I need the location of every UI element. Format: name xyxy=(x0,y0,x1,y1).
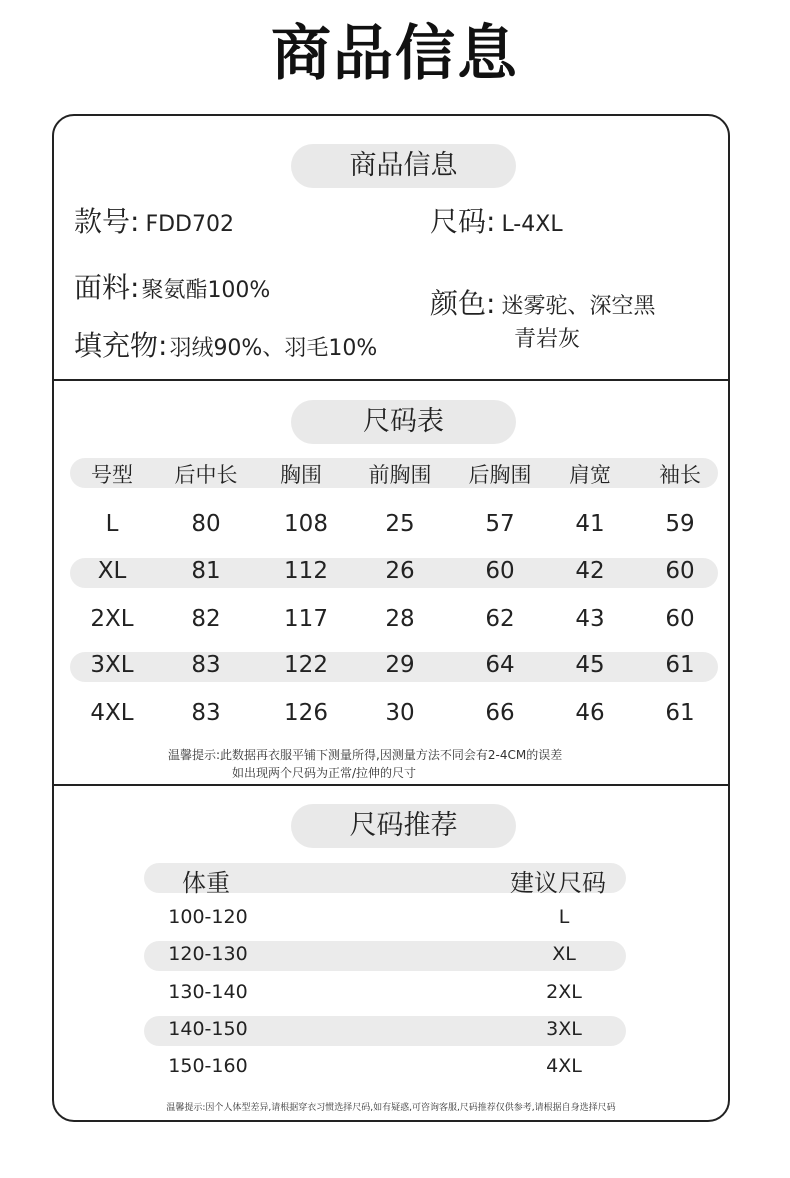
size-chart-header: 号型 xyxy=(91,463,133,487)
recommend-size-cell: XL xyxy=(552,943,576,965)
filling-label: 填充物: xyxy=(74,329,168,362)
size-chart-cell: 42 xyxy=(575,558,605,584)
size-chart-cell: 80 xyxy=(191,511,221,537)
size-chart-cell: 25 xyxy=(385,511,415,537)
size-chart-cell: 46 xyxy=(575,700,605,726)
size-chart-heading: 尺码表 xyxy=(291,400,516,444)
color-value-line2: 青岩灰 xyxy=(514,327,581,352)
size-chart-cell: L xyxy=(105,511,119,537)
recommend-size-cell: 2XL xyxy=(546,981,582,1003)
recommend-size-cell: 3XL xyxy=(546,1018,582,1040)
size-chart-cell: 57 xyxy=(485,511,515,537)
size-chart-cell: 29 xyxy=(385,652,415,678)
filling-row xyxy=(74,324,377,364)
recommend-header-size: 建议尺码 xyxy=(510,869,606,897)
style-number-row xyxy=(74,200,234,240)
size-chart-header: 肩宽 xyxy=(569,463,611,487)
size-chart-cell: 82 xyxy=(191,606,221,632)
color-label: 颜色: xyxy=(430,287,496,320)
size-chart-cell: 60 xyxy=(665,558,695,584)
size-chart-cell: 41 xyxy=(575,511,605,537)
size-chart-header: 袖长 xyxy=(659,463,701,487)
size-chart-cell: 83 xyxy=(191,700,221,726)
size-chart-cell: 28 xyxy=(385,606,415,632)
size-chart-cell: 81 xyxy=(191,558,221,584)
size-chart-cell: 45 xyxy=(575,652,605,678)
recommend-weight-cell: 100-120 xyxy=(168,906,248,928)
size-chart-header: 前胸围 xyxy=(368,463,432,487)
size-chart-cell: 66 xyxy=(485,700,515,726)
size-chart-cell: 60 xyxy=(665,606,695,632)
size-chart-cell: 126 xyxy=(284,700,328,726)
size-chart-header: 胸围 xyxy=(280,463,322,487)
size-chart-cell: 83 xyxy=(191,652,221,678)
product-info-card xyxy=(52,114,730,1122)
page-title: 商品信息 xyxy=(271,19,519,89)
color-value-line1: 迷雾驼、深空黑 xyxy=(501,294,656,319)
size-chart-cell: 2XL xyxy=(90,606,134,632)
size-chart-cell: 30 xyxy=(385,700,415,726)
size-range-row xyxy=(430,200,563,240)
section-divider xyxy=(54,379,728,381)
size-chart-cell: 60 xyxy=(485,558,515,584)
size-chart-cell: 112 xyxy=(284,558,328,584)
recommend-size-cell: 4XL xyxy=(546,1055,582,1077)
recommend-weight-cell: 130-140 xyxy=(168,981,248,1003)
size-chart-cell: 26 xyxy=(385,558,415,584)
size-chart-cell: 4XL xyxy=(90,700,134,726)
recommend-size-cell: L xyxy=(558,906,570,928)
size-chart-cell: 43 xyxy=(575,606,605,632)
size-chart-cell: 61 xyxy=(665,652,695,678)
recommend-header-weight: 体重 xyxy=(182,869,230,897)
style-number-value: FDD702 xyxy=(145,212,234,237)
size-chart-cell: 62 xyxy=(485,606,515,632)
recommend-weight-cell: 150-160 xyxy=(168,1055,248,1077)
size-chart-cell: 59 xyxy=(665,511,695,537)
size-chart-cell: 117 xyxy=(284,606,328,632)
size-chart-cell: XL xyxy=(97,558,127,584)
section-divider xyxy=(54,784,728,786)
fabric-value: 聚氨酯100% xyxy=(141,278,271,303)
filling-value: 羽绒90%、羽毛10% xyxy=(169,336,378,361)
size-chart-cell: 3XL xyxy=(90,652,134,678)
size-chart-cell: 61 xyxy=(665,700,695,726)
size-range-label: 尺码: xyxy=(430,205,496,238)
style-number-label: 款号: xyxy=(74,205,140,238)
size-chart-header: 后中长 xyxy=(174,463,238,487)
size-chart-cell: 122 xyxy=(284,652,328,678)
recommend-weight-cell: 120-130 xyxy=(168,943,248,965)
fabric-label: 面料: xyxy=(74,271,140,304)
recommend-heading: 尺码推荐 xyxy=(291,804,516,848)
size-chart-note-line2: 如出现两个尺码为正常/拉伸的尺寸 xyxy=(232,766,417,780)
recommend-footnote: 温馨提示:因个人体型差异,请根据穿衣习惯选择尺码,如有疑惑,可咨询客服,尺码推荐仅供参考,请根据自身选择尺码 xyxy=(166,1103,616,1113)
fabric-row xyxy=(74,266,270,306)
size-chart-note-line1: 温馨提示:此数据再衣服平铺下测量所得,因测量方法不同会有2-4CM的误差 xyxy=(168,748,563,762)
size-chart-cell: 64 xyxy=(485,652,515,678)
recommend-weight-cell: 140-150 xyxy=(168,1018,248,1040)
size-range-value: L-4XL xyxy=(501,212,563,237)
size-chart-cell: 108 xyxy=(284,511,328,537)
size-chart-header: 后胸围 xyxy=(468,463,532,487)
color-row xyxy=(430,282,655,322)
info-section-heading: 商品信息 xyxy=(291,144,516,188)
